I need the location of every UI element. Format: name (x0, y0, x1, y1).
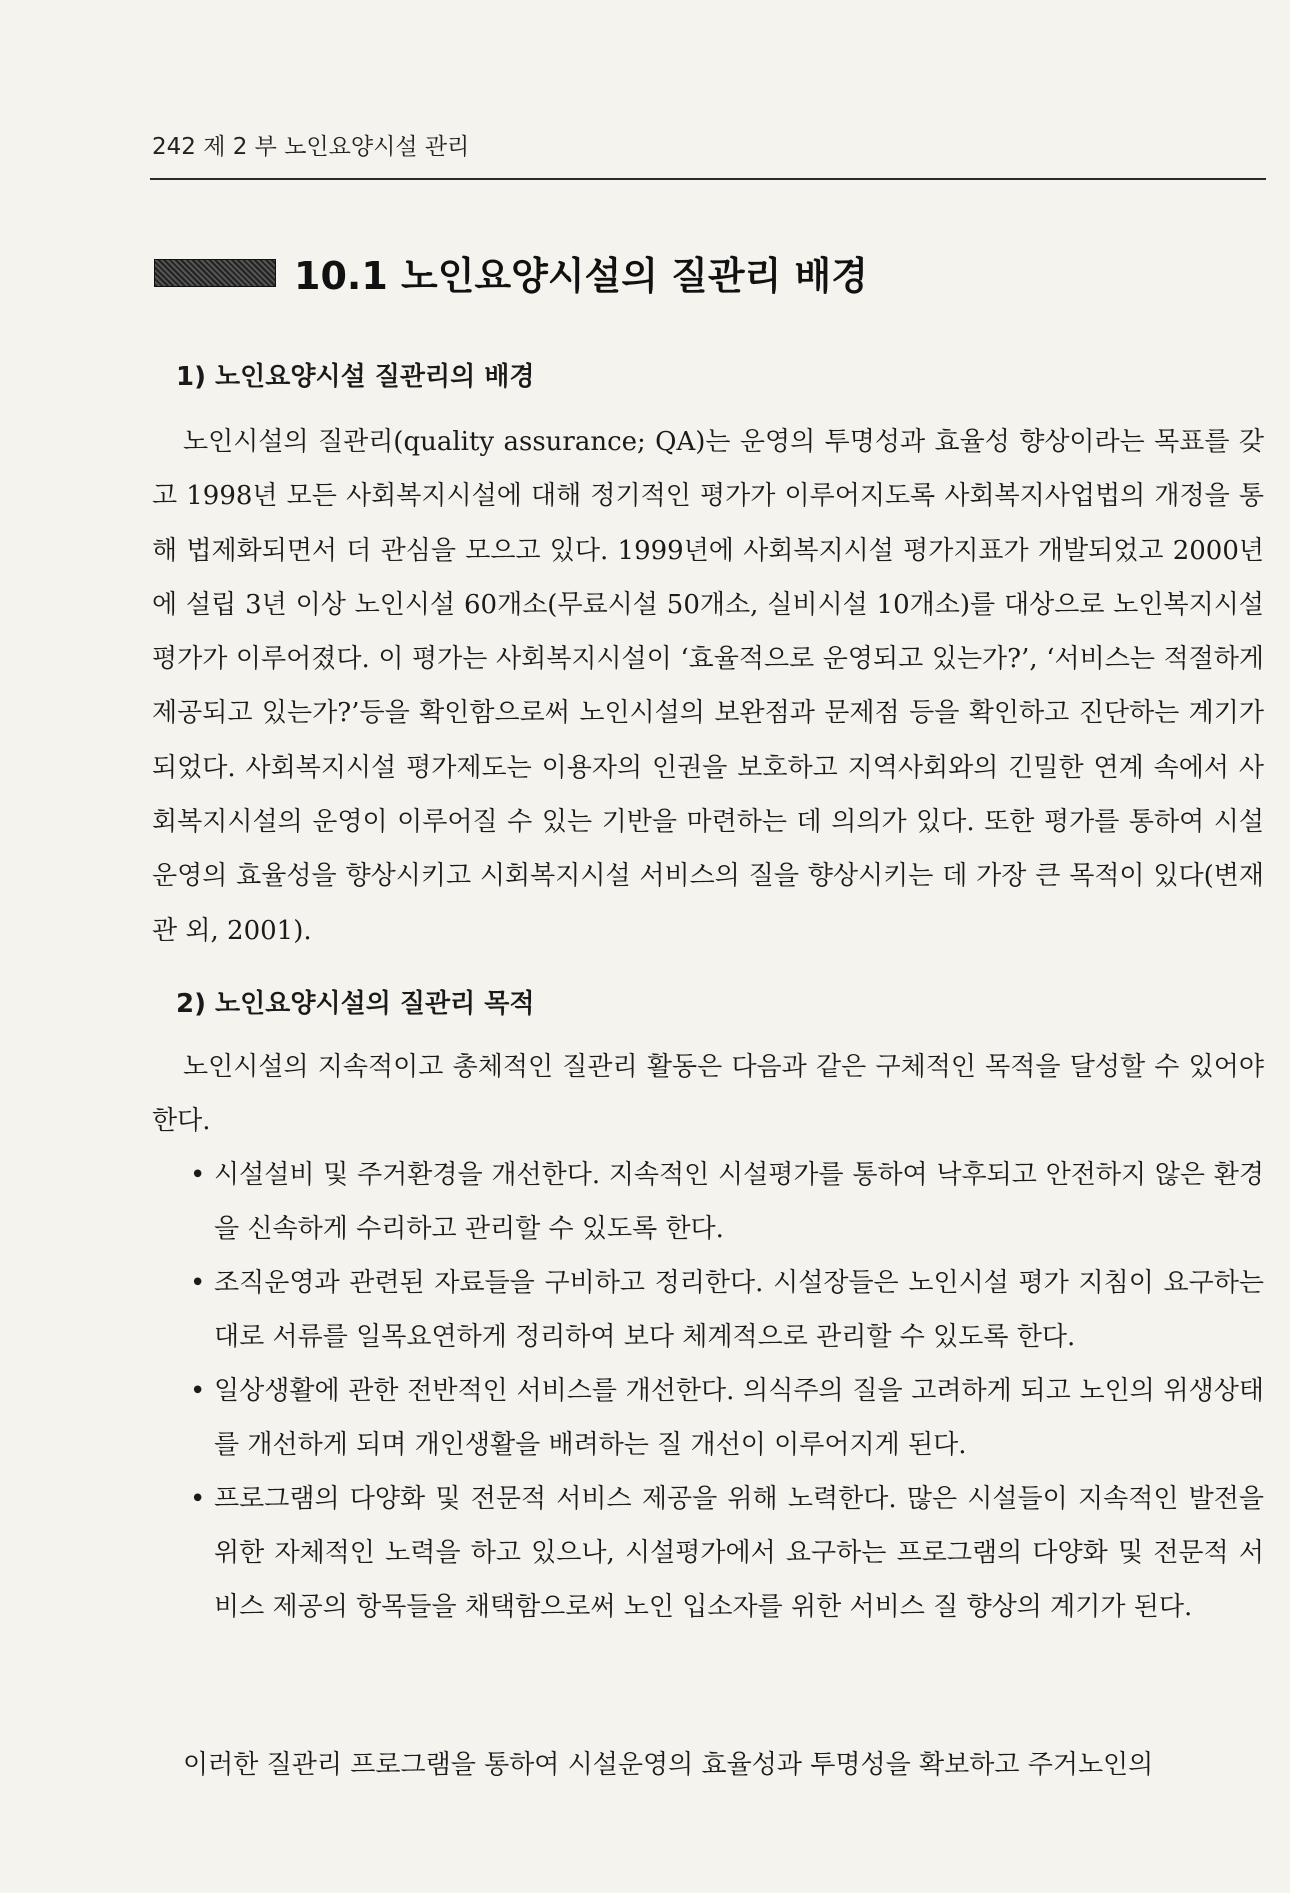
bullet-icon: • (190, 1268, 206, 1298)
list-item (190, 1472, 1264, 1634)
section-heading (154, 245, 868, 300)
running-head: 242 제 2 부 노인요양시설 관리 (152, 134, 470, 160)
heading-marker-icon (154, 259, 276, 287)
subsection-heading-2: 2) 노인요양시설의 질관리 목적 (176, 989, 535, 1019)
list-item-text: 프로그램의 다양화 및 전문적 서비스 제공을 위해 노력한다. 많은 시설들이 지속적인 발전을 위한 자체적인 노력을 하고 있으나, 시설평가에서 요구하는 프로그램의 다양화 및 전문적 서비스 제공의 항목들을 채택함으로써 노인 입소자를 위한 서비스 질 향상의 계기가 된다. (214, 1484, 1265, 1622)
list-item (190, 1364, 1264, 1472)
header-rule (150, 178, 1266, 180)
subsection-heading-1: 1) 노인요양시설 질관리의 배경 (176, 362, 535, 392)
bullet-icon: • (190, 1376, 206, 1406)
list-item (190, 1148, 1264, 1256)
paragraph-background: 노인시설의 질관리(quality assurance; QA)는 운영의 투명성과 효율성 향상이라는 목표를 갖고 1998년 모든 사회복지시설에 대해 정기적인 평가가 이루어지도록 사회복지사업법의 개정을 통해 법제화되면서 더 관심을 모으고 있다. 1999년에 사회복지시설 평가지표가 개발되었고 2000년에 설립 3년 이상 노인시설 60개소(무료시설 50개소, 실비시설 10개소)를 대상으로 노인복지시설 평가가 이루어졌다. 이 평가는 사회복지시설이 ‘효율적으로 운영되고 있는가?’, ‘서비스는 적절하게 제공되고 있는가?’등을 확인함으로써 노인시설의 보완점과 문제점 등을 확인하고 진단하는 계기가 되었다. 사회복지시설 평가제도는 이용자의 인권을 보호하고 지역사회와의 긴밀한 연계 속에서 사회복지시설의 운영이 이루어질 수 있는 기반을 마련하는 데 의의가 있다. 또한 평가를 통하여 시설운영의 효율성을 향상시키고 시회복지시설 서비스의 질을 향상시키는 데 가장 큰 목적이 있다(변재관 외, 2001). (152, 427, 1264, 946)
list-item-text: 시설설비 및 주거환경을 개선한다. 지속적인 시설평가를 통하여 낙후되고 안전하지 않은 환경을 신속하게 수리하고 관리할 수 있도록 한다. (214, 1160, 1264, 1244)
paragraph-purpose-intro: 노인시설의 지속적이고 총체적인 질관리 활동은 다음과 같은 구체적인 목적을 달성할 수 있어야 한다. (152, 1052, 1264, 1137)
bullet-icon: • (190, 1484, 206, 1514)
purpose-bullet-list (190, 1148, 1264, 1634)
paragraph-closing: 이러한 질관리 프로그램을 통하여 시설운영의 효율성과 투명성을 확보하고 주거노인의 (183, 1750, 1154, 1780)
list-item (190, 1256, 1264, 1364)
list-item-text: 조직운영과 관련된 자료들을 구비하고 정리한다. 시설장들은 노인시설 평가 지침이 요구하는 대로 서류를 일목요연하게 정리하여 보다 체계적으로 관리할 수 있도록 한다. (214, 1268, 1264, 1352)
bullet-icon: • (190, 1160, 206, 1190)
list-item-text: 일상생활에 관한 전반적인 서비스를 개선한다. 의식주의 질을 고려하게 되고 노인의 위생상태를 개선하게 되며 개인생활을 배려하는 질 개선이 이루어지게 된다. (214, 1376, 1264, 1460)
section-title: 10.1 노인요양시설의 질관리 배경 (294, 254, 868, 298)
